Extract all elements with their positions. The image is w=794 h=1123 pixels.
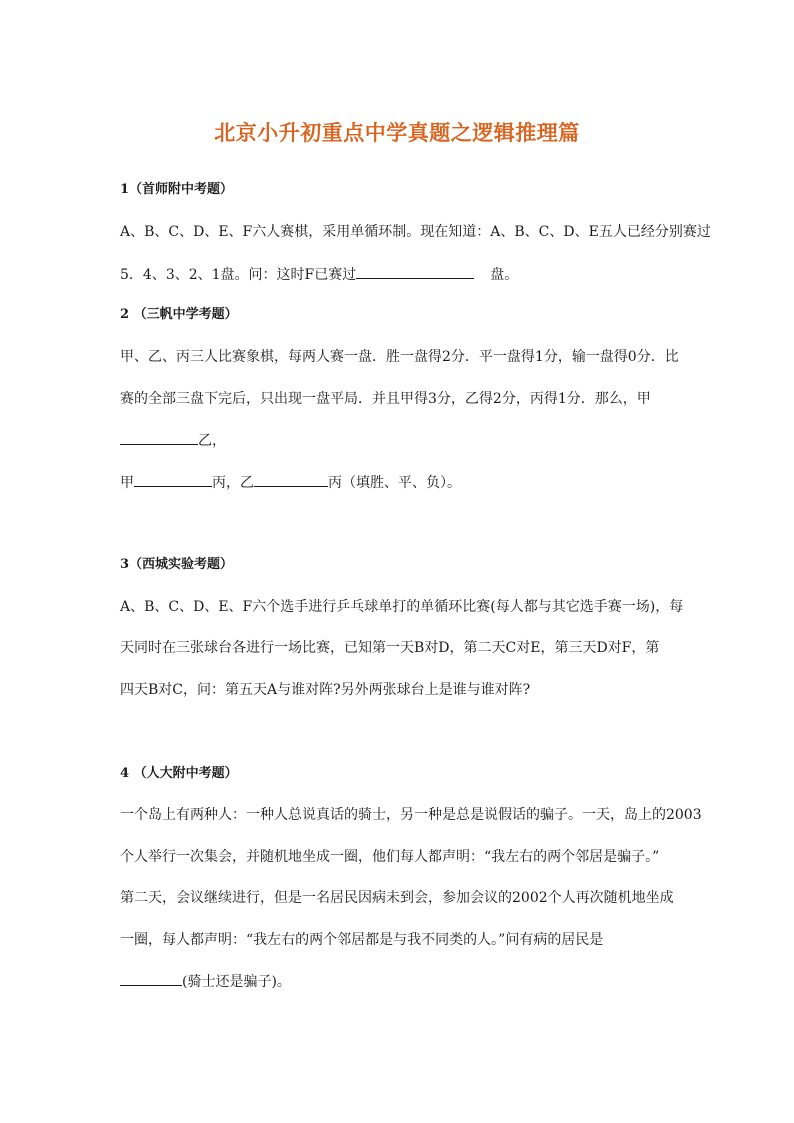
question-1-heading: 1（首师附中考题） [120, 182, 234, 197]
question-2-line-3 [120, 430, 680, 451]
question-2-line-4 [120, 472, 680, 493]
question-2-line-1: 甲、乙、丙三人比赛象棋，每两人赛一盘．胜一盘得2分．平一盘得1分，输一盘得0分．比 [120, 349, 679, 365]
question-3-line-1: A、B、C、D、E、F六个选手进行乒乓球单打的单循环比赛(每人都与其它选手赛一场)，每 [120, 599, 684, 615]
question-4-line-3: 第二天，会议继续进行，但是一名居民因病未到会，参加会议的2002个人再次随机地坐成 [120, 890, 674, 906]
question-1-line-2 [120, 264, 680, 285]
answer-blank-2b[interactable] [134, 472, 212, 487]
question-4-line-5-text: (骑士还是骗子)。 [182, 974, 291, 990]
answer-blank-4[interactable] [120, 971, 182, 986]
question-4-line-2: 个人举行一次集会，并随机地坐成一圈，他们每人都声明：“我左右的两个邻居是骗子。” [120, 849, 660, 865]
question-4-heading: 4 （人大附中考题） [120, 766, 238, 781]
question-1-text-before-blank: 5．4、3、2、1盘。问：这时F已赛过 [120, 267, 357, 283]
question-3-line-2: 天同时在三张球台各进行一场比赛，已知第一天B对D，第二天C对E，第三天D对F，第 [120, 640, 660, 656]
question-2-line-4-text-a: 甲 [120, 475, 134, 491]
answer-blank-1[interactable] [356, 264, 474, 279]
question-3-line-3: 四天B对C，问：第五天A与谁对阵?另外两张球台上是谁与谁对阵? [120, 682, 531, 698]
question-2-line-3-text: 乙， [198, 433, 226, 449]
question-4-line-5 [120, 971, 680, 992]
question-2-line-4-text-b: 丙，乙 [212, 475, 254, 491]
answer-blank-2a[interactable] [120, 430, 198, 445]
question-1-line-1: A、B、C、D、E、F六人赛棋，采用单循环制。现在知道：A、B、C、D、E五人已经分别赛过 [120, 224, 711, 240]
question-4-line-1: 一个岛上有两种人：一种人总说真话的骑士，另一种是总是说假话的骗子。一天，岛上的2003 [120, 807, 702, 823]
question-4-line-4: 一圈，每人都声明：“我左右的两个邻居都是与我不同类的人。”问有病的居民是 [120, 932, 604, 948]
question-1-text-after-blank: 盘。 [490, 267, 519, 283]
question-2-heading: 2 （三帆中学考题） [120, 307, 238, 322]
document-title: 北京小升初重点中学真题之逻辑推理篇 [214, 121, 580, 145]
question-3-heading: 3（西城实验考题） [120, 557, 234, 572]
question-2-line-2: 赛的全部三盘下完后，只出现一盘平局．并且甲得3分，乙得2分，丙得1分．那么，甲 [120, 391, 651, 407]
question-2-line-4-text-c: 丙（填胜、平、负）。 [328, 475, 461, 491]
answer-blank-2c[interactable] [254, 472, 328, 487]
